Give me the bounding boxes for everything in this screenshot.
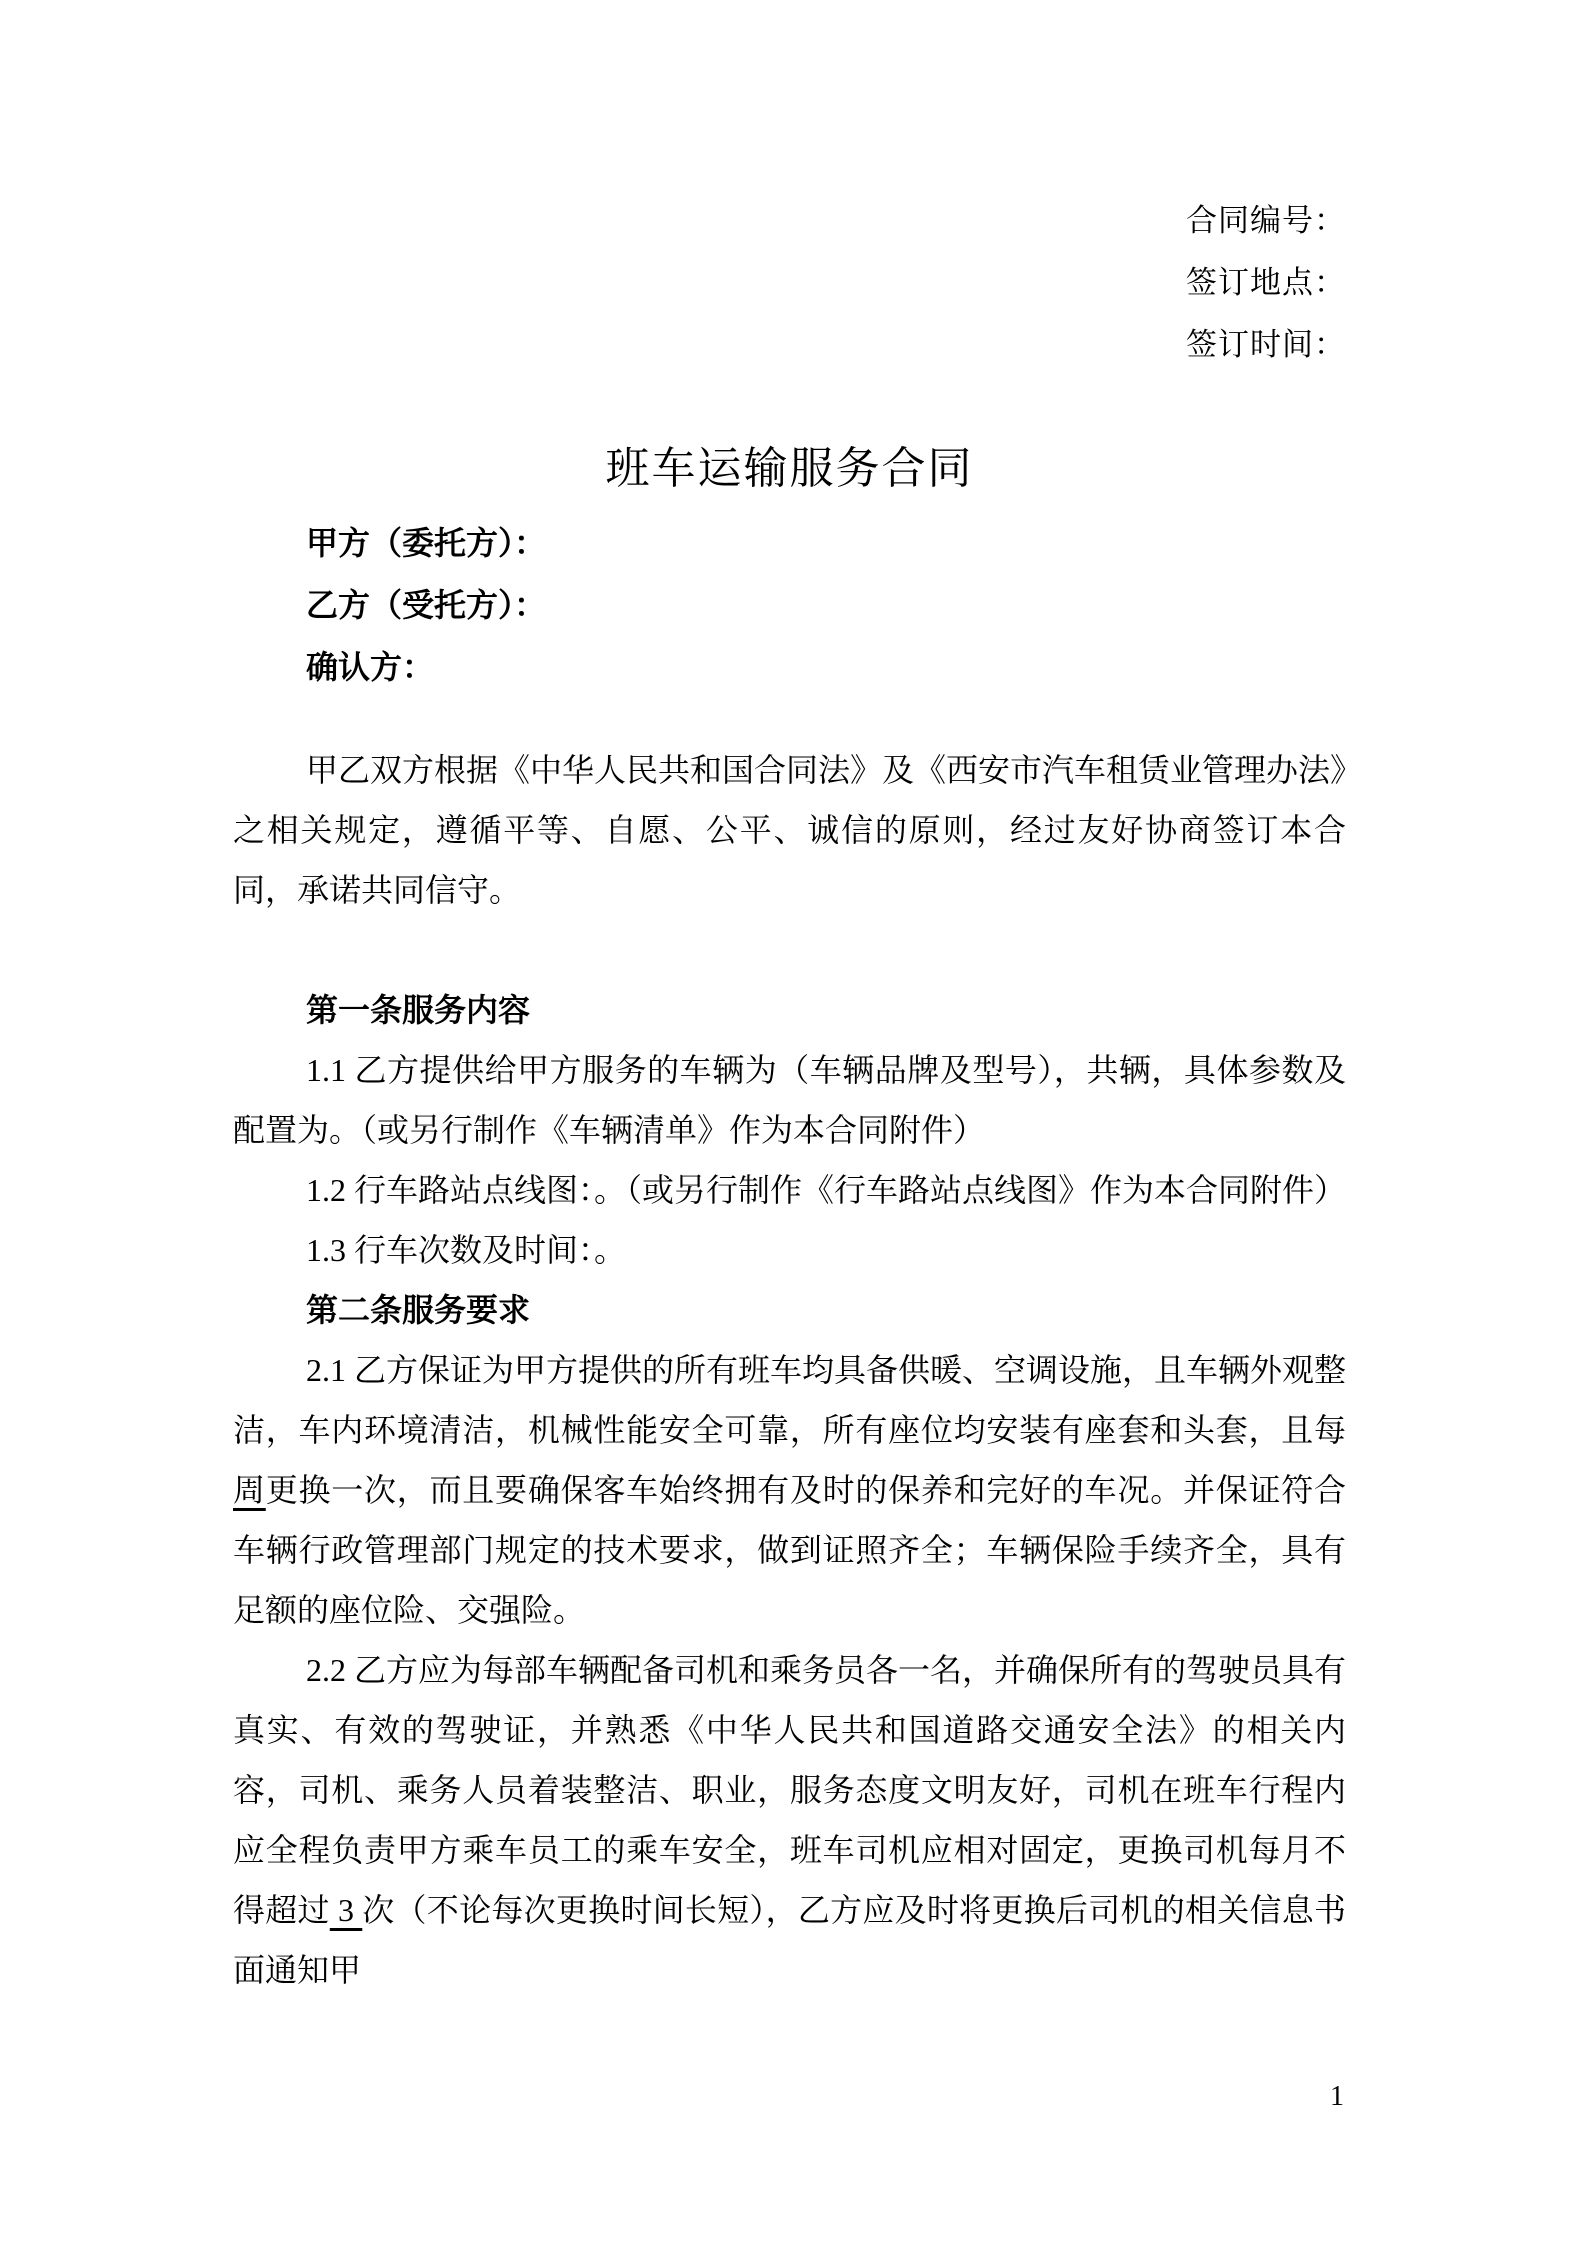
contract-content [233,190,1346,2000]
contract-number-label: 合同编号： [1186,203,1346,238]
signing-place-label: 签订地点： [1186,265,1346,300]
text-segment: 2.1 乙方保证为甲方提供的所有班车均具备供暖、空调设施，且车辆外观整洁，车内环境清洁，机械性能安全可靠，所有座位均安装有座套和头套，且每 [233,1352,1347,1448]
clause-1-2: 1.2 行车路站点线图：。（或另行制作《行车路站点线图》作为本合同附件） [306,1172,1347,1208]
section-1-heading: 第一条服务内容 [306,992,531,1028]
party-a-label: 甲方（委托方）： [306,525,547,561]
contract-title: 班车运输服务合同 [605,444,974,493]
text-segment: 更换一次，而且要确保客车始终拥有及时的保养和完好的车况。并保证符合车辆行政管理部门规定的技术要求，做到证照齐全；车辆保险手续齐全，具有足额的座位险、交强险。 [233,1472,1346,1628]
confirming-party-label: 确认方： [306,649,435,685]
clause-2-1 [233,1340,1346,1640]
text-segment: 2.2 乙方应为每部车辆配备司机和乘务员各一名，并确保所有的驾驶员具有真实、有效的驾驶证，并熟悉《中华人民共和国道路交通安全法》的相关内容，司机、乘务人员着装整洁、职业，服务态度文明友好，司机在班车行程内应全程负责甲方乘车员工的乘车安全，班车司机应相对固定，更换司机每月不得超过 [233,1652,1347,1928]
underlined-fill-in: 3 [329,1892,363,1928]
signing-time-label: 签订时间： [1186,327,1346,362]
page-number: 1 [1330,2081,1344,2112]
parties-block [233,512,1346,698]
underlined-fill-in: 周 [233,1472,266,1508]
text-segment: 次（不论每次更换时间长短），乙方应及时将更换后司机的相关信息书面通知甲 [233,1892,1346,1988]
clause-2-2 [233,1640,1346,2000]
clause-1-3: 1.3 行车次数及时间：。 [306,1232,627,1268]
preamble-paragraph: 甲乙双方根据《中华人民共和国合同法》及《西安市汽车租赁业管理办法》之相关规定，遵循平等、自愿、公平、诚信的原则，经过友好协商签订本合同，承诺共同信守。 [233,752,1347,908]
contract-meta-block [233,190,1346,376]
section-2-heading: 第二条服务要求 [306,1292,531,1328]
party-b-label: 乙方（受托方）： [306,587,547,623]
clause-1-1: 1.1 乙方提供给甲方服务的车辆为（车辆品牌及型号），共辆，具体参数及配置为。（或另行制作《车辆清单》作为本合同附件） [233,1052,1346,1148]
